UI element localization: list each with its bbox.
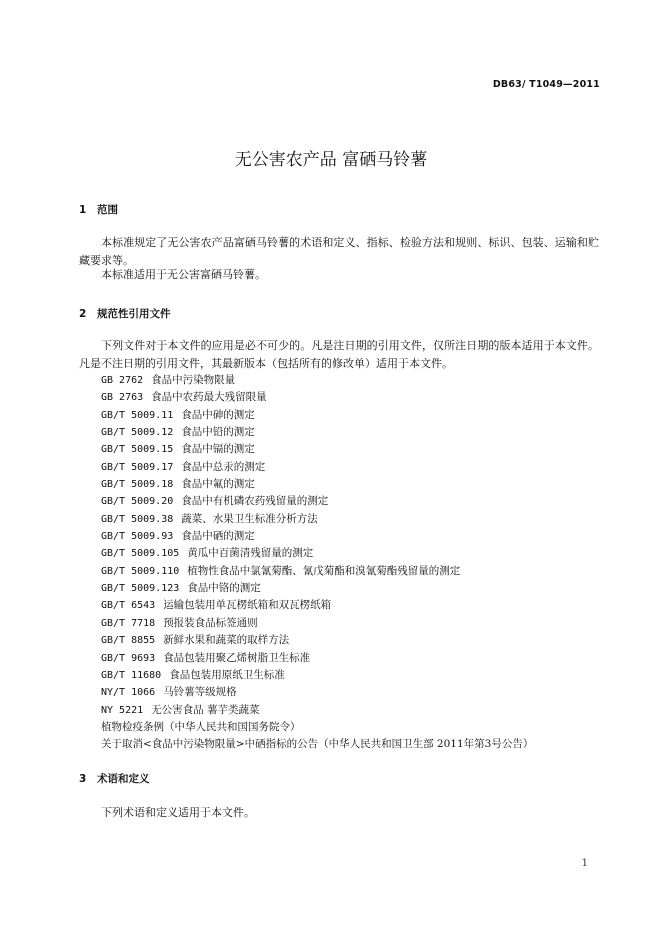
- reference-code: GB/T 9693: [101, 652, 156, 664]
- reference-code: NY/T 1066: [101, 687, 156, 699]
- section-heading-terms: [79, 771, 150, 786]
- reference-item: [101, 372, 601, 389]
- reference-code: GB/T 5009.38: [101, 513, 174, 525]
- reference-code: GB/T 5009.17: [101, 461, 174, 473]
- reference-code: NY 5221: [101, 704, 144, 716]
- reference-code: GB 2762: [101, 375, 144, 386]
- reference-item: [101, 493, 601, 510]
- reference-item: [101, 545, 601, 562]
- paragraph: 本标准适用于无公害富硒马铃薯。: [101, 268, 266, 281]
- section-heading-scope: [79, 202, 118, 217]
- reference-code: GB/T 5009.123: [101, 583, 180, 595]
- reference-title: 食品中氟的测定: [181, 478, 255, 491]
- reference-item: [101, 459, 601, 476]
- reference-item: [101, 563, 601, 580]
- reference-code: GB/T 6543: [101, 600, 156, 612]
- paragraph: 下列文件对于本文件的应用是必不可少的。凡是注日期的引用文件，仅所注日期的版本适用于本文件。凡是不注日期的引用文件，其最新版本（包括所有的修改单）适用于本文件。: [79, 339, 599, 370]
- reference-title: 食品中总汞的测定: [181, 460, 266, 473]
- reference-item: [101, 719, 601, 736]
- reference-title: 食品包装用聚乙烯树脂卫生标准: [163, 651, 311, 664]
- reference-item: [101, 702, 601, 719]
- reference-code: GB/T 5009.18: [101, 479, 174, 491]
- reference-title: 植物性食品中氯氰菊酯、氰戊菊酯和溴氰菊酯残留量的测定: [187, 564, 461, 577]
- reference-item: [101, 441, 601, 458]
- reference-item: [101, 424, 601, 441]
- reference-title: 食品中农药最大残留限量: [151, 391, 267, 404]
- reference-code: GB/T 5009.12: [101, 427, 174, 439]
- reference-list: [101, 372, 601, 754]
- reference-title: 无公害食品 薯芋类蔬菜: [151, 703, 260, 716]
- section-title: 范围: [97, 204, 118, 216]
- reference-title: 运输包装用单瓦楞纸箱和双瓦楞纸箱: [163, 599, 332, 612]
- reference-code: GB 2763: [101, 392, 144, 404]
- reference-title: 预报装食品标签通则: [163, 616, 258, 629]
- reference-title: 食品包装用原纸卫生标准: [169, 668, 285, 681]
- section-number: 2: [79, 308, 87, 320]
- reference-title: 食品中镉的测定: [181, 443, 255, 456]
- reference-item: [101, 476, 601, 493]
- reference-title: 新鲜水果和蔬菜的取样方法: [163, 634, 290, 647]
- reference-item: [101, 528, 601, 545]
- reference-title: 食品中铅的测定: [181, 426, 255, 439]
- reference-title: 食品中砷的测定: [181, 408, 255, 421]
- reference-title: 黄瓜中百菌清残留量的测定: [187, 547, 314, 560]
- section-heading-normative-references: [79, 306, 171, 321]
- reference-item: [101, 684, 601, 701]
- reference-title: 食品中污染物限量: [151, 374, 236, 386]
- reference-item: [101, 389, 601, 406]
- reference-item: [101, 511, 601, 528]
- section-number: 1: [79, 204, 87, 216]
- reference-item: [101, 736, 601, 753]
- document-code: DB63/ T1049—2011: [492, 79, 600, 90]
- reference-code: GB/T 5009.11: [101, 409, 174, 421]
- paragraph: 下列术语和定义适用于本文件。: [101, 806, 255, 819]
- reference-code: GB/T 5009.93: [101, 531, 174, 543]
- reference-code: GB/T 5009.15: [101, 444, 174, 456]
- reference-title: 植物检疫条例（中华人民共和国国务院令）: [101, 720, 301, 733]
- document-title: 无公害农产品 富硒马铃薯: [234, 150, 428, 170]
- reference-code: GB/T 7718: [101, 617, 156, 629]
- reference-item: [101, 580, 601, 597]
- reference-item: [101, 407, 601, 424]
- reference-title: 食品中硒的测定: [181, 530, 255, 543]
- reference-item: [101, 597, 601, 614]
- reference-code: GB/T 5009.110: [101, 565, 180, 577]
- paragraph: 本标准规定了无公害农产品富硒马铃薯的术语和定义、指标、检验方法和规则、标识、包装、运输和贮藏要求等。: [79, 236, 599, 267]
- reference-code: GB/T 5009.20: [101, 496, 174, 508]
- reference-item: [101, 632, 601, 649]
- reference-title: 关于取消<食品中污染物限量>中硒指标的公告（中华人民共和国卫生部 2011年第3号公告）: [101, 738, 534, 751]
- section-title: 规范性引用文件: [97, 308, 171, 320]
- page-number: 1: [581, 858, 588, 869]
- section-title: 术语和定义: [97, 773, 150, 785]
- reference-code: GB/T 5009.105: [101, 548, 180, 560]
- reference-item: [101, 650, 601, 667]
- reference-code: GB/T 8855: [101, 635, 156, 647]
- section-number: 3: [79, 773, 87, 785]
- reference-title: 蔬菜、水果卫生标准分析方法: [181, 512, 318, 525]
- reference-code: GB/T 11680: [101, 669, 162, 681]
- reference-title: 马铃薯等级规格: [163, 686, 237, 699]
- reference-title: 食品中有机磷农药残留量的测定: [181, 495, 329, 508]
- reference-item: [101, 667, 601, 684]
- reference-title: 食品中铬的测定: [187, 582, 261, 595]
- reference-item: [101, 615, 601, 632]
